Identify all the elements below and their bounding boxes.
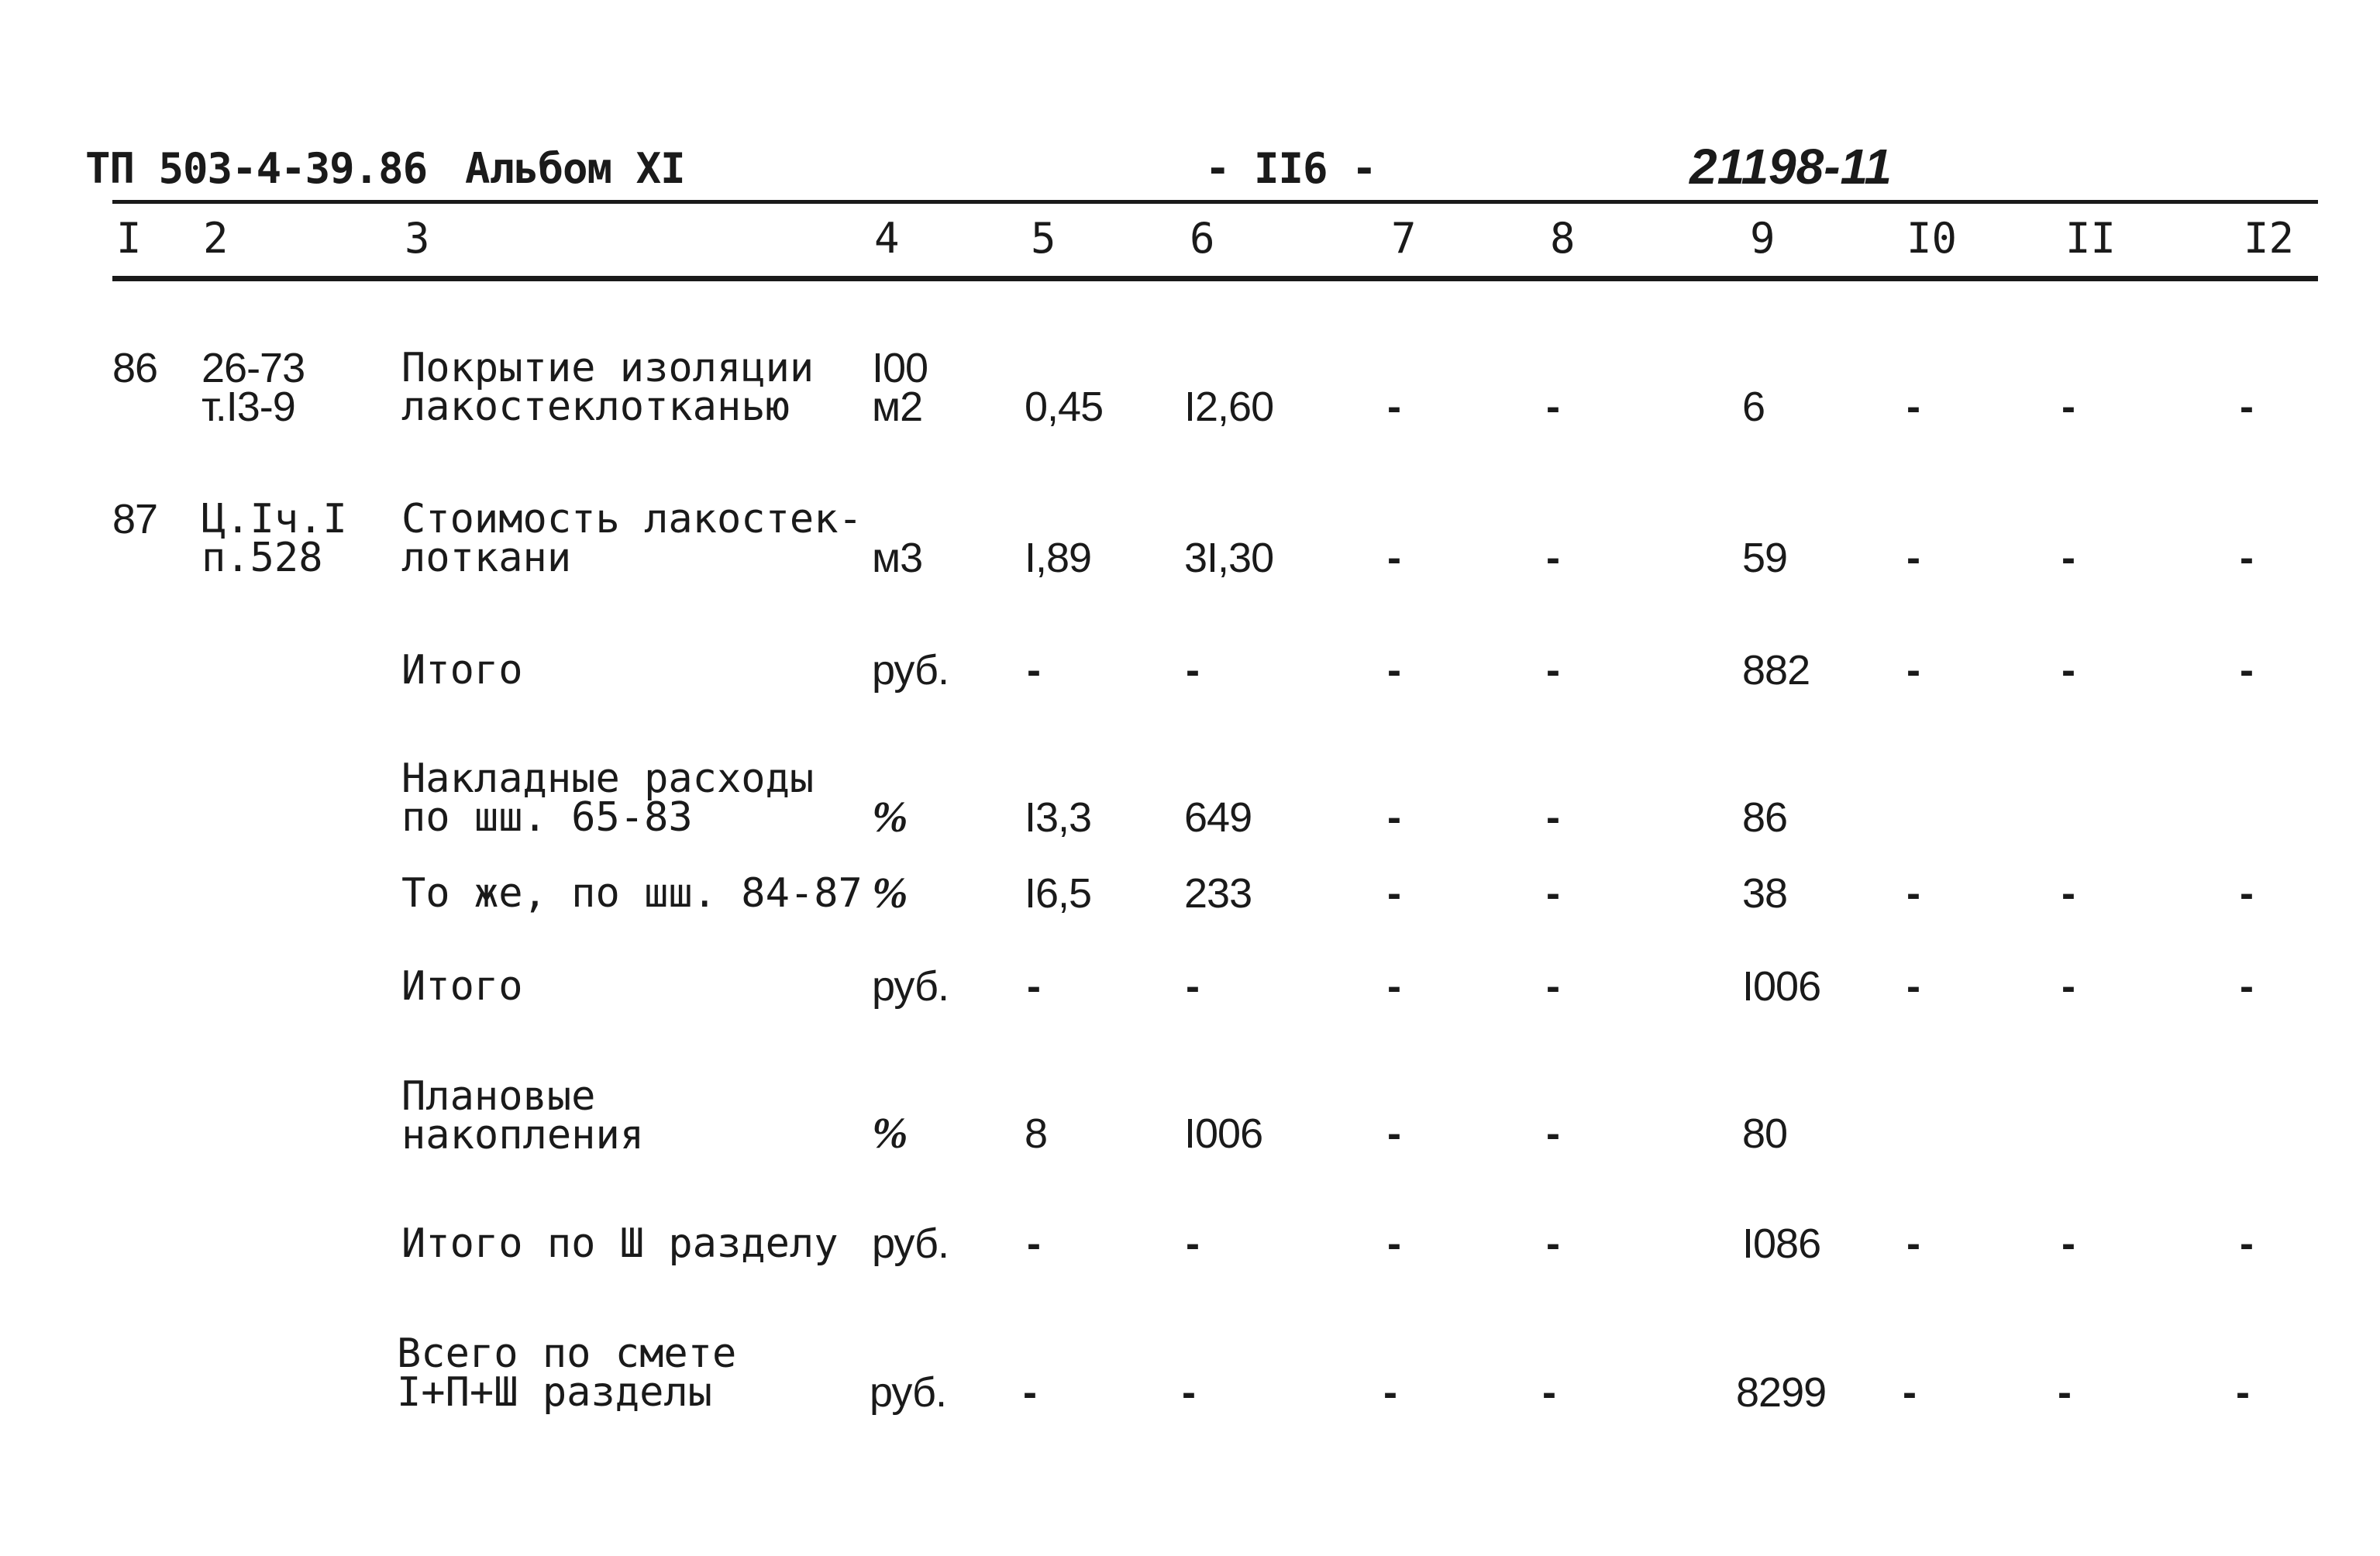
item-description: Плановые накопления bbox=[401, 1073, 645, 1158]
total-value: 86 bbox=[1742, 794, 1788, 841]
reference-code: 26-73 т.I3-9 bbox=[201, 345, 305, 430]
row-number: 86 bbox=[112, 345, 158, 391]
column-number-1: I bbox=[116, 214, 142, 263]
unit: руб. bbox=[870, 1369, 946, 1416]
col10-value: - bbox=[1906, 535, 1920, 581]
col8-value: - bbox=[1546, 963, 1560, 1010]
col7-value: - bbox=[1387, 963, 1401, 1010]
col10-value: - bbox=[1906, 870, 1920, 917]
quantity: I,89 bbox=[1025, 535, 1092, 581]
column-number-12: I2 bbox=[2244, 214, 2295, 263]
column-number-2: 2 bbox=[203, 214, 229, 263]
col8-value: - bbox=[1546, 870, 1560, 917]
unit-price: - bbox=[1186, 963, 1200, 1010]
col7-value: - bbox=[1387, 1220, 1401, 1267]
total-value: 6 bbox=[1742, 384, 1765, 430]
col11-value: - bbox=[2061, 870, 2075, 917]
total-value: 38 bbox=[1742, 870, 1788, 917]
total-value: 59 bbox=[1742, 535, 1788, 581]
col10-value: - bbox=[1906, 963, 1920, 1010]
item-description: Итого bbox=[401, 963, 523, 1010]
column-number-11: II bbox=[2065, 214, 2117, 263]
col7-value: - bbox=[1387, 1110, 1401, 1157]
unit: % bbox=[872, 1110, 908, 1158]
item-description: То же, по шш. 84-87 bbox=[401, 870, 863, 917]
col8-value: - bbox=[1546, 1220, 1560, 1267]
item-description: Стоимость лакостек- лоткани bbox=[401, 496, 863, 581]
quantity: - bbox=[1027, 647, 1041, 694]
unit-price: - bbox=[1186, 1220, 1200, 1267]
unit: I00 м2 bbox=[872, 345, 928, 430]
unit-price: - bbox=[1186, 647, 1200, 694]
col10-value: - bbox=[1906, 647, 1920, 694]
column-number-4: 4 bbox=[874, 214, 900, 263]
col11-value: - bbox=[2058, 1369, 2072, 1416]
col12-value: - bbox=[2240, 1220, 2254, 1267]
col7-value: - bbox=[1387, 384, 1401, 430]
col11-value: - bbox=[2061, 384, 2075, 430]
col11-value: - bbox=[2061, 647, 2075, 694]
unit-price: 3I,30 bbox=[1184, 535, 1274, 581]
col12-value: - bbox=[2236, 1369, 2250, 1416]
unit-price: 649 bbox=[1184, 794, 1252, 841]
col8-value: - bbox=[1546, 1110, 1560, 1157]
quantity: - bbox=[1027, 963, 1041, 1010]
col8-value: - bbox=[1546, 647, 1560, 694]
col7-value: - bbox=[1387, 870, 1401, 917]
header-bottom-rule bbox=[112, 276, 2318, 281]
reference-code: Ц.Iч.I п.528 bbox=[201, 496, 347, 581]
unit: % bbox=[872, 869, 908, 917]
col12-value: - bbox=[2240, 647, 2254, 694]
row-number: 87 bbox=[112, 496, 158, 542]
unit: % bbox=[872, 793, 908, 842]
total-value: 882 bbox=[1742, 647, 1810, 694]
unit: руб. bbox=[872, 1220, 949, 1267]
column-number-7: 7 bbox=[1391, 214, 1417, 263]
document-code: ТП 503-4-39.86 bbox=[85, 144, 428, 193]
col8-value: - bbox=[1546, 794, 1560, 841]
quantity: 0,45 bbox=[1025, 384, 1104, 430]
col7-value: - bbox=[1383, 1369, 1397, 1416]
col12-value: - bbox=[2240, 870, 2254, 917]
item-description: Накладные расходы по шш. 65-83 bbox=[401, 756, 815, 841]
col7-value: - bbox=[1387, 535, 1401, 581]
col7-value: - bbox=[1387, 794, 1401, 841]
page-number: - II6 - bbox=[1205, 144, 1376, 193]
col7-value: - bbox=[1387, 647, 1401, 694]
quantity: - bbox=[1023, 1369, 1037, 1416]
column-number-6: 6 bbox=[1190, 214, 1215, 263]
column-number-10: I0 bbox=[1906, 214, 1958, 263]
column-number-8: 8 bbox=[1550, 214, 1576, 263]
total-value: I086 bbox=[1742, 1220, 1821, 1267]
unit-price: I2,60 bbox=[1184, 384, 1274, 430]
unit-price: I006 bbox=[1184, 1110, 1263, 1157]
quantity: I6,5 bbox=[1025, 870, 1092, 917]
col11-value: - bbox=[2061, 1220, 2075, 1267]
item-description: Покрытие изоляции лакостеклотканью bbox=[401, 345, 815, 430]
item-description: Итого bbox=[401, 647, 523, 694]
item-description: Итого по Ш разделу bbox=[401, 1220, 839, 1267]
column-number-5: 5 bbox=[1031, 214, 1056, 263]
col12-value: - bbox=[2240, 963, 2254, 1010]
col12-value: - bbox=[2240, 535, 2254, 581]
quantity: 8 bbox=[1025, 1110, 1048, 1157]
item-description: Всего по смете I+П+Ш разделы bbox=[397, 1331, 737, 1416]
col10-value: - bbox=[1903, 1369, 1917, 1416]
col8-value: - bbox=[1546, 384, 1560, 430]
unit-price: - bbox=[1182, 1369, 1196, 1416]
album-label: Альбом XI bbox=[465, 144, 685, 193]
col12-value: - bbox=[2240, 384, 2254, 430]
column-number-3: 3 bbox=[405, 214, 430, 263]
col8-value: - bbox=[1546, 535, 1560, 581]
col10-value: - bbox=[1906, 1220, 1920, 1267]
col11-value: - bbox=[2061, 535, 2075, 581]
unit: руб. bbox=[872, 647, 949, 694]
col8-value: - bbox=[1542, 1369, 1556, 1416]
total-value: I006 bbox=[1742, 963, 1821, 1010]
col10-value: - bbox=[1906, 384, 1920, 430]
column-number-9: 9 bbox=[1750, 214, 1776, 263]
col11-value: - bbox=[2061, 963, 2075, 1010]
quantity: I3,3 bbox=[1025, 794, 1092, 841]
quantity: - bbox=[1027, 1220, 1041, 1267]
total-value: 80 bbox=[1742, 1110, 1788, 1157]
unit: м3 bbox=[872, 535, 923, 581]
document-number: 21198-11 bbox=[1689, 139, 1892, 194]
total-value: 8299 bbox=[1736, 1369, 1827, 1416]
header-top-rule bbox=[112, 200, 2318, 204]
unit-price: 233 bbox=[1184, 870, 1252, 917]
unit: руб. bbox=[872, 963, 949, 1010]
